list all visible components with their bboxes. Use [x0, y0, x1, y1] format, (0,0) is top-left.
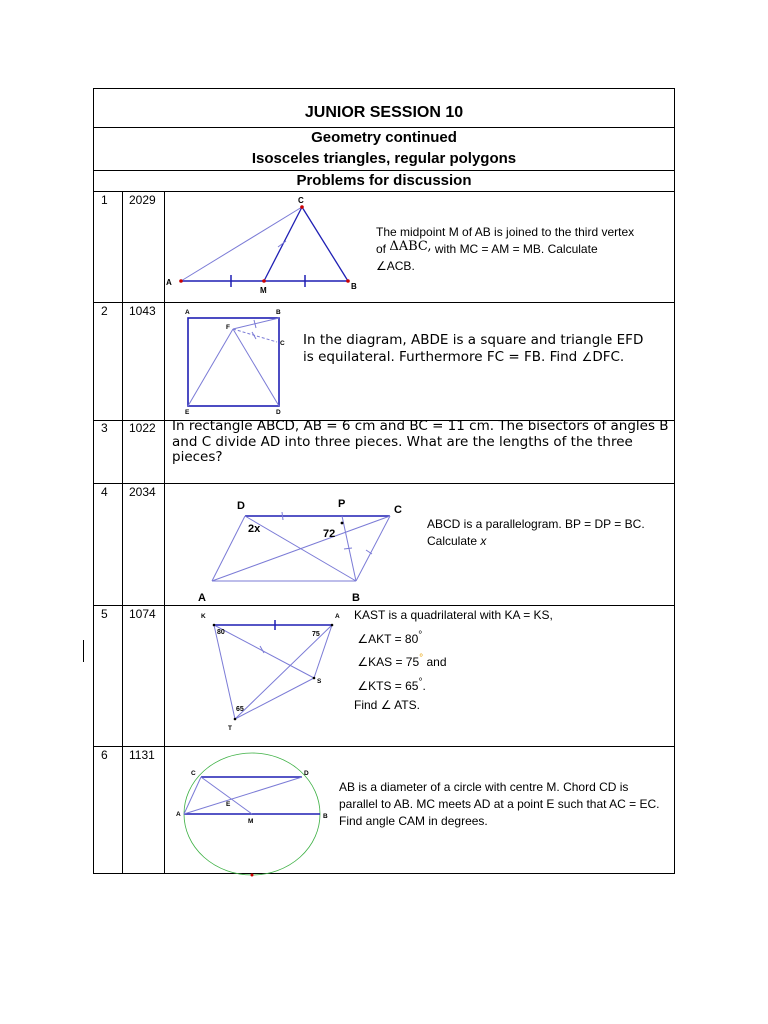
angle-icon: ∠ [581, 350, 593, 364]
problem-2-text [303, 332, 675, 366]
label-a: A [166, 278, 172, 287]
problem-1-line3: ACB. [386, 259, 415, 273]
angle-icon: ∠ [357, 678, 369, 693]
label-e: E [185, 409, 190, 416]
problem-5-kts: KTS = 65 [368, 678, 419, 693]
label-p: P [338, 498, 346, 510]
problem-id: 2029 [129, 193, 156, 207]
problem-id: 1022 [129, 421, 156, 435]
angle-icon: ∠ [357, 655, 369, 669]
angle-icon: ∠ [357, 631, 369, 646]
label-a: A [185, 309, 190, 316]
label-b: B [352, 592, 360, 604]
label-b: B [351, 282, 357, 291]
problem-number: 3 [101, 421, 108, 435]
text-cursor [83, 640, 84, 662]
problem-number: 5 [101, 607, 108, 621]
label-c: C [191, 770, 196, 777]
degree-mark: ° [419, 653, 424, 664]
label-c: C [280, 340, 285, 347]
problem-1-of: of [376, 242, 387, 256]
diagram-parallelogram-abcd [192, 495, 412, 603]
diagram-circle-abcd [174, 748, 334, 875]
label-d: D [304, 770, 309, 777]
label-a: A [198, 592, 206, 604]
problem-6-text: AB is a diameter of a circle with centre M. Chord CD is parallel to AB. MC meets AD at a point E such that AC = EC. Find angle CAM in degrees. [339, 780, 660, 828]
subtitle-topics: Isosceles triangles, regular polygons [251, 150, 517, 167]
problem-5-find: Find [354, 698, 378, 712]
problem-5-text [354, 606, 669, 716]
label-65: 65 [236, 706, 244, 713]
problem-id: 1074 [129, 607, 156, 621]
problem-4-line1: ABCD is a parallelogram. BP = DP = BC. [427, 517, 645, 531]
problem-number: 4 [101, 485, 108, 499]
label-b: B [276, 309, 281, 316]
label-s: S [317, 678, 322, 685]
problem-5-akt: AKT = 80 [368, 631, 419, 646]
worksheet-table [93, 88, 675, 874]
label-80: 80 [217, 629, 225, 636]
degree-mark: ° [418, 629, 423, 641]
problem-4-line2: Calculate [427, 534, 478, 548]
problem-id: 1131 [129, 748, 155, 762]
diagram-quadrilateral-kast [199, 607, 349, 745]
diagram-triangle-abc [166, 193, 366, 301]
label-e: E [226, 801, 231, 808]
problem-5-and: and [423, 655, 447, 669]
subtitle-geometry: Geometry continued [311, 129, 457, 146]
label-b: B [323, 813, 328, 820]
problem-number: 2 [101, 304, 108, 318]
label-k: K [201, 613, 206, 620]
problem-5-period: . [422, 678, 426, 693]
problem-number: 6 [101, 748, 108, 762]
label-c: C [394, 504, 402, 516]
angle-icon: ∠ [376, 259, 387, 273]
problem-id: 1043 [129, 304, 156, 318]
label-m: M [248, 818, 254, 825]
label-d: D [276, 409, 281, 416]
problem-5-line1: KAST is a quadrilateral with KA = KS, [354, 608, 553, 622]
angle-icon: ∠ [380, 698, 392, 712]
label-75: 75 [312, 631, 320, 638]
problem-5-ats: ATS. [394, 698, 420, 712]
problem-4-text [427, 516, 667, 550]
label-d: D [237, 500, 245, 512]
problem-1-line2: with MC = AM = MB. Calculate [434, 242, 598, 256]
label-2x: 2x [248, 523, 261, 535]
problem-number: 1 [101, 193, 108, 207]
problem-1-text [376, 224, 672, 275]
problem-3-text: In rectangle ABCD, AB = 6 cm and BC = 11 cm. The bisectors of angles B and C divide AD into three pieces. What are the lengths of the three pieces? [172, 418, 669, 465]
label-m: M [260, 286, 267, 295]
label-a: A [176, 811, 181, 818]
label-t: T [228, 725, 232, 732]
problem-2-line1: In the diagram, ABDE is a square and triangle EFD [303, 332, 644, 348]
subtitle-problems: Problems for discussion [296, 172, 472, 189]
label-c: C [298, 196, 304, 205]
problem-2-line2: is equilateral. Furthermore FC = FB. Find [303, 349, 578, 365]
label-72: 72 [323, 528, 336, 540]
problem-1-line1: The midpoint M of AB is joined to the third vertex [376, 225, 635, 239]
label-f: F [226, 324, 230, 331]
page-title: JUNIOR SESSION 10 [304, 104, 464, 121]
degree-mark: ° [418, 676, 423, 688]
problem-id: 2034 [129, 485, 156, 499]
problem-4-var: x [480, 534, 487, 548]
problem-5-kas: KAS = 75 [368, 655, 420, 669]
problem-2-line3: DFC. [592, 349, 625, 365]
label-a: A [335, 613, 340, 620]
diagram-square-abde [166, 304, 296, 419]
triangle-symbol: ΔABC, [389, 239, 432, 254]
